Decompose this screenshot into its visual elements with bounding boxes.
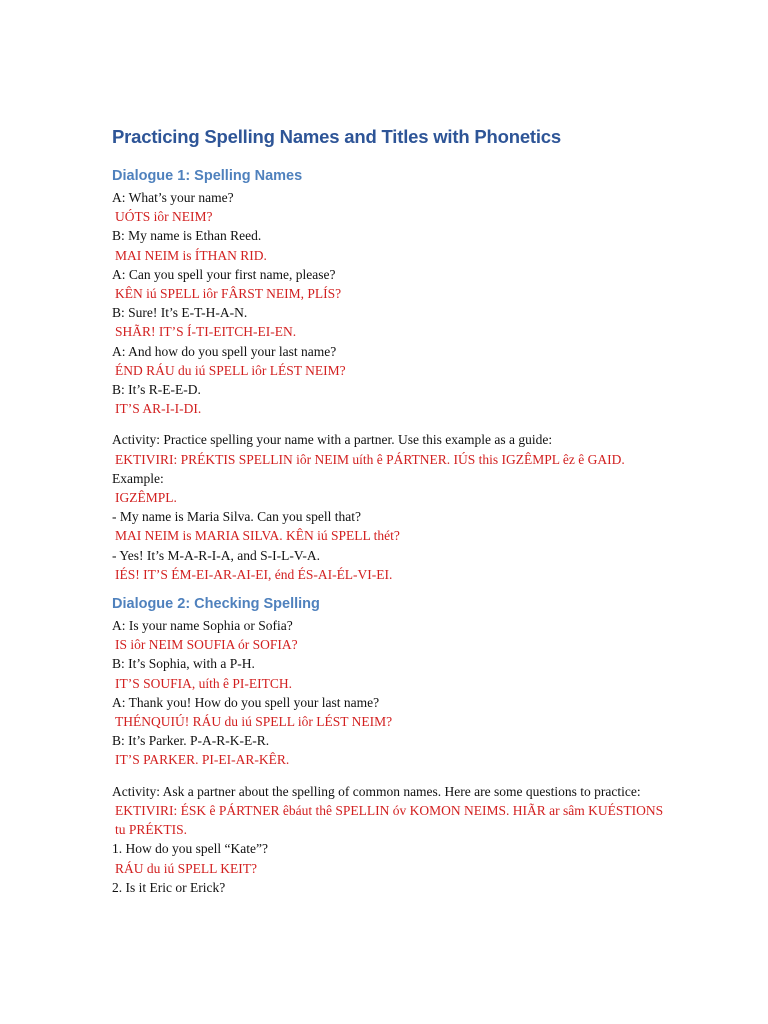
spacer xyxy=(112,584,672,596)
phonetic-line: IGZÊMPL. xyxy=(115,490,177,506)
example-label: Example: xyxy=(112,470,164,486)
page-title: Practicing Spelling Names and Titles with Phonetics xyxy=(112,126,561,147)
document-page xyxy=(112,126,672,897)
dialogue-line: B: My name is Ethan Reed. xyxy=(112,228,262,244)
question-line: 1. How do you spell “Kate”? xyxy=(112,841,268,857)
phonetic-line: SHÃR! IT’S Í-TI-EITCH-EI-EN. xyxy=(115,324,297,340)
phonetic-line: EKTIVIRI: PRÉKTIS SPELLIN iôr NEIM uíth ê PÁRTNER. IÚS this IGZÊMPL êz ê GAID. xyxy=(115,451,625,467)
activity-1-section xyxy=(112,430,672,584)
phonetic-line: UÓTS iôr NEIM? xyxy=(115,209,213,225)
spacer xyxy=(112,770,672,782)
activity-instruction: Activity: Practice spelling your name with a partner. Use this example as a guide: xyxy=(112,432,553,448)
question-line: 2. Is it Eric or Erick? xyxy=(112,879,226,895)
section-heading: Dialogue 1: Spelling Names xyxy=(112,168,303,184)
phonetic-line: IT’S SOUFIA, uíth ê PI-EITCH. xyxy=(115,675,292,691)
phonetic-line: IT’S AR-I-I-DI. xyxy=(115,401,202,417)
example-line: - My name is Maria Silva. Can you spell that? xyxy=(112,509,361,525)
dialogue-line: A: Can you spell your first name, please? xyxy=(112,266,336,282)
phonetic-line: EKTIVIRI: ÉSK ê PÁRTNER êbáut thê SPELLIN óv KOMON NEIMS. HIÃR ar sâm KUÉSTIONS tu PRÉKTIS. xyxy=(115,802,664,838)
phonetic-line: MAI NEIM is ÍTHAN RID. xyxy=(115,247,267,263)
dialogue-1-section xyxy=(112,168,672,418)
dialogue-line: A: Thank you! How do you spell your last name? xyxy=(112,694,380,710)
section-heading: Dialogue 2: Checking Spelling xyxy=(112,596,320,613)
phonetic-line: THÉNQUIÚ! RÁU du iú SPELL iôr LÉST NEIM? xyxy=(115,714,393,730)
phonetic-line: IS iôr NEIM SOUFIA ór SOFIA? xyxy=(115,637,298,653)
phonetic-line: IÉS! IT’S ÉM-EI-AR-AI-EI, énd ÉS-AI-ÉL-VI-EI. xyxy=(115,566,393,582)
example-line: - Yes! It’s M-A-R-I-A, and S-I-L-V-A. xyxy=(112,547,320,563)
dialogue-line: B: It’s R-E-E-D. xyxy=(112,382,201,398)
phonetic-line: RÁU du iú SPELL KEIT? xyxy=(115,860,257,876)
phonetic-line: ÉND RÁU du iú SPELL iôr LÉST NEIM? xyxy=(115,362,346,378)
activity-2-section xyxy=(112,782,672,897)
dialogue-2-section xyxy=(112,596,672,770)
activity-instruction: Activity: Ask a partner about the spelling of common names. Here are some questions to practice: xyxy=(112,783,641,799)
dialogue-line: B: It’s Sophia, with a P-H. xyxy=(112,656,255,672)
spacer xyxy=(112,418,672,430)
dialogue-line: B: Sure! It’s E-T-H-A-N. xyxy=(112,305,248,321)
dialogue-line: B: It’s Parker. P-A-R-K-E-R. xyxy=(112,733,270,749)
phonetic-line: KÊN iú SPELL iôr FÂRST NEIM, PLÍS? xyxy=(115,286,342,302)
dialogue-line: A: Is your name Sophia or Sofia? xyxy=(112,618,293,634)
dialogue-line: A: What’s your name? xyxy=(112,190,234,205)
phonetic-line: MAI NEIM is MARIA SILVA. KÊN iú SPELL thét? xyxy=(115,528,400,544)
dialogue-line: A: And how do you spell your last name? xyxy=(112,343,337,359)
phonetic-line: IT’S PARKER. PI-EI-AR-KÊR. xyxy=(115,752,290,768)
